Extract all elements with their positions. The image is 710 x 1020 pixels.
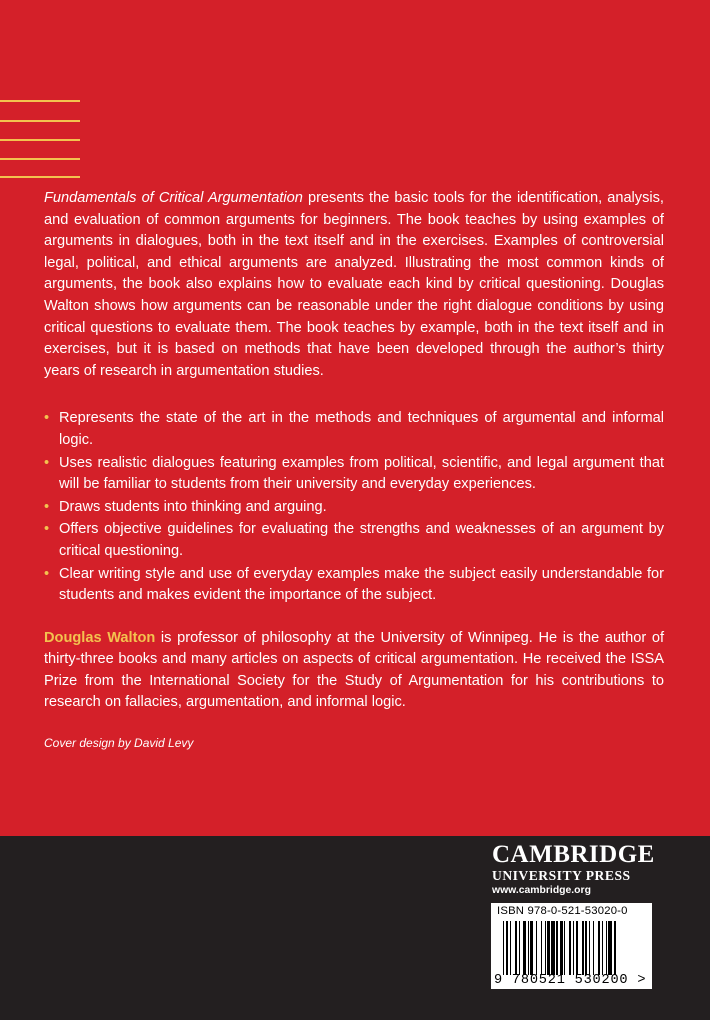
intro-paragraph — [44, 188, 664, 382]
barcode-bar — [608, 921, 612, 975]
barcode-bar — [530, 921, 533, 975]
barcode-bar — [598, 921, 601, 975]
author-name: Douglas Walton — [44, 629, 156, 646]
isbn-label: ISBN 978-0-521-53020-0 — [497, 905, 628, 917]
back-cover-text — [44, 188, 664, 755]
barcode-bar — [576, 921, 579, 975]
barcode-bar — [569, 921, 570, 975]
publisher-logo — [492, 842, 662, 898]
barcode-bar — [510, 921, 511, 975]
barcode-bar — [519, 921, 520, 975]
decorative-line — [0, 100, 80, 102]
isbn-digits: 9 780521 530200 > — [494, 973, 647, 988]
decorative-line — [0, 139, 80, 141]
barcode-bar — [528, 921, 529, 975]
barcode-bar — [503, 921, 504, 975]
barcode-bar — [564, 921, 565, 975]
publisher-url: www.cambridge.org — [492, 885, 591, 896]
barcode-bar — [602, 921, 603, 975]
barcode-bar — [523, 921, 527, 975]
barcode-bar — [585, 921, 588, 975]
barcode-bar — [506, 921, 509, 975]
feature-list — [44, 408, 664, 606]
list-item — [44, 564, 664, 607]
barcode-bar — [560, 921, 563, 975]
barcode-bar — [556, 921, 557, 975]
barcode-bar — [582, 921, 583, 975]
bullet-icon: • — [44, 410, 50, 427]
list-item — [44, 519, 664, 562]
barcode-bar — [593, 921, 594, 975]
barcode-bar — [541, 921, 542, 975]
list-item-text: Offers objective guidelines for evaluating the strengths and weaknesses of an argument by critical questioning. — [59, 521, 664, 559]
author-bio-text: is professor of philosophy at the University of Winnipeg. He is the author of thirty-three books and many articles on aspects of critical argumentation. He received the ISSA Prize from the International Society for the Study of Argumentation for his contributions to research on fallacies, argumentation, and informal logic. — [44, 629, 665, 711]
barcode-bar — [545, 921, 546, 975]
cover-credit: Cover design by David Levy — [44, 736, 194, 751]
bullet-icon: • — [44, 454, 50, 471]
barcode-bar — [547, 921, 550, 975]
barcode-bar — [536, 921, 537, 975]
isbn-barcode — [491, 903, 652, 989]
barcode-bar — [573, 921, 574, 975]
list-item-text: Clear writing style and use of everyday examples make the subject easily understandable for students and makes evident the importance of the subject. — [59, 565, 664, 604]
decorative-line — [0, 176, 80, 178]
list-item-text: Uses realistic dialogues featuring examples from political, scientific, and legal argument that will be familiar to students from their university and everyday experiences. — [59, 454, 664, 493]
decorative-line — [0, 158, 80, 160]
author-bio — [44, 628, 664, 714]
book-title: Fundamentals of Critical Argumentation — [44, 190, 303, 206]
intro-text: presents the basic tools for the identification, analysis, and evaluation of common arguments for beginners. The book teaches by using examples of arguments in dialogues, both in the text itself and in the exercises. Examples of controversial legal, political, and ethical arguments are analyzed. Illustrating the most common kinds of arguments, the book also explains how to evaluate each kind by critical questioning. Douglas Walton shows how arguments can be reasonable under the right dialogue conditions by using critical questions to evaluate them. The book teaches by example, both in the text itself and in exercises, but it is based on methods that have been developed through the author’s thirty years of research in argumentation studies. — [44, 190, 664, 379]
publisher-name: CAMBRIDGE — [492, 841, 655, 868]
barcode-bar — [614, 921, 617, 975]
list-item-text: Represents the state of the art in the methods and techniques of argumental and informal logic. — [59, 410, 664, 448]
list-item — [44, 497, 664, 519]
publisher-subname: UNIVERSITY PRESS — [492, 868, 631, 883]
barcode-bars — [503, 921, 643, 975]
bullet-icon: • — [44, 521, 50, 538]
list-item — [44, 408, 664, 451]
barcode-bar — [606, 921, 607, 975]
list-item-text: Draws students into thinking and arguing. — [59, 498, 327, 515]
bullet-icon: • — [44, 565, 50, 582]
barcode-bar — [551, 921, 555, 975]
barcode-bar — [589, 921, 590, 975]
barcode-bar — [515, 921, 518, 975]
bullet-icon: • — [44, 498, 50, 515]
decorative-line — [0, 120, 80, 122]
list-item — [44, 453, 664, 496]
